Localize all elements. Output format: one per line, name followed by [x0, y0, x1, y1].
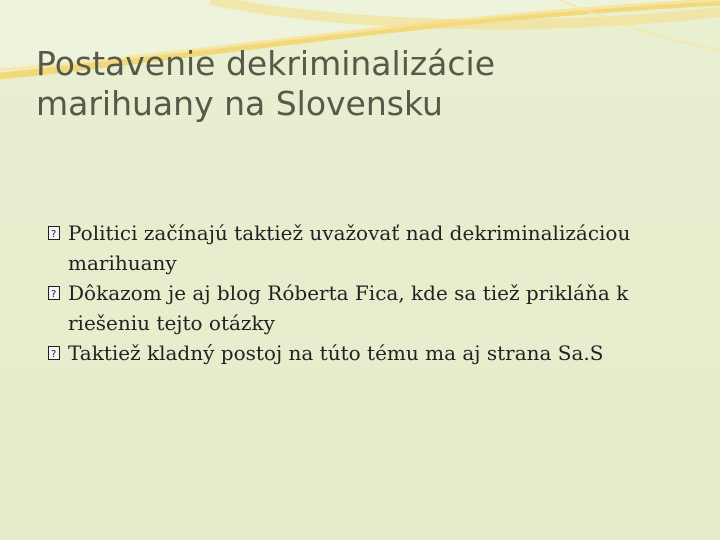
bullet-glyph-icon	[48, 226, 60, 240]
bullet-glyph-icon	[48, 286, 60, 300]
bullet-glyph-icon	[48, 346, 60, 360]
bullet-item	[48, 338, 688, 368]
title-line-2: marihuany na Slovensku	[36, 84, 443, 123]
bullet-item	[48, 218, 688, 278]
title-line-1: Postavenie dekriminalizácie	[36, 44, 496, 83]
bullet-text: Taktiež kladný postoj na túto tému ma aj strana Sa.S	[68, 341, 604, 365]
bullet-item	[48, 278, 688, 338]
bullet-text: Dôkazom je aj blog Róberta Fica, kde sa tiež prikláňa k riešeniu tejto otázky	[68, 281, 629, 335]
bullet-list	[48, 218, 688, 368]
slide-title	[36, 44, 686, 124]
bullet-text: Politici začínajú taktiež uvažovať nad dekriminalizáciou marihuany	[68, 221, 631, 275]
